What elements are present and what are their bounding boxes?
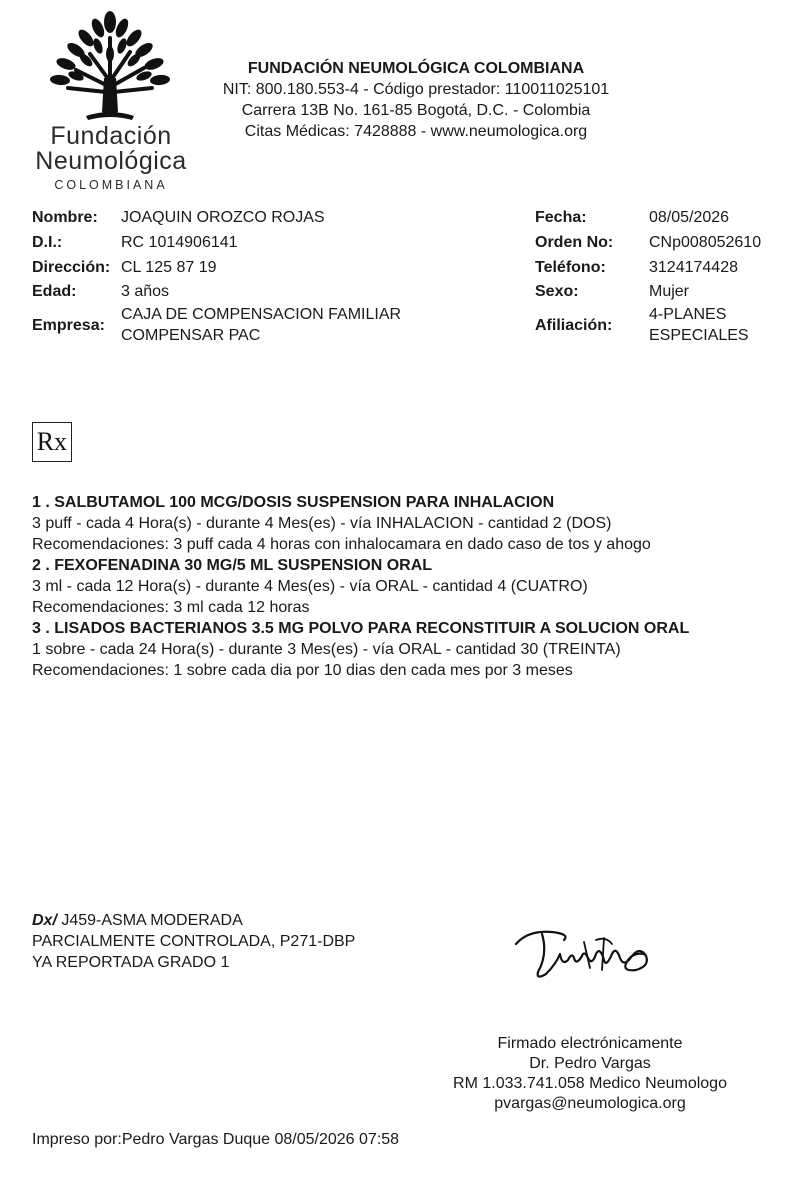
diagnosis-line-3: YA REPORTADA GRADO 1 bbox=[32, 954, 230, 971]
institution-contact: Citas Médicas: 7428888 - www.neumologica.org bbox=[244, 123, 588, 140]
fecha-value: 08/05/2026 bbox=[649, 209, 730, 226]
telefono-value: 3124174428 bbox=[649, 259, 738, 276]
diagnosis-label: Dx/ bbox=[32, 912, 57, 929]
medication-title: 1 . SALBUTAMOL 100 MCG/DOSIS SUSPENSION PARA INHALACION bbox=[32, 494, 555, 511]
signed-electronically: Firmado electrónicamente bbox=[497, 1035, 683, 1052]
sexo-label: Sexo: bbox=[535, 283, 579, 300]
doctor-email: pvargas@neumologica.org bbox=[494, 1095, 686, 1112]
edad-label: Edad: bbox=[32, 283, 77, 300]
medication-dosage: 3 ml - cada 12 Hora(s) - durante 4 Mes(es) - vía ORAL - cantidad 4 (CUATRO) bbox=[32, 578, 588, 595]
empresa-value-line-2: COMPENSAR PAC bbox=[121, 327, 261, 344]
rx-symbol-text: Rx bbox=[36, 426, 67, 456]
afiliacion-label: Afiliación: bbox=[535, 317, 613, 334]
orden-label: Orden No: bbox=[535, 234, 614, 251]
rx-prescription-icon bbox=[33, 423, 70, 460]
logo-line-3: COLOMBIANA bbox=[54, 178, 168, 192]
logo-line-2: Neumológica bbox=[35, 147, 187, 175]
empresa-label: Empresa: bbox=[32, 317, 105, 334]
printed-by: Impreso por:Pedro Vargas Duque 08/05/2026 07:58 bbox=[32, 1131, 400, 1148]
doctor-registry: RM 1.033.741.058 Medico Neumologo bbox=[453, 1075, 727, 1092]
edad-value: 3 años bbox=[121, 283, 170, 300]
medication-item bbox=[32, 555, 732, 618]
medication-recommendation: Recomendaciones: 1 sobre cada dia por 10 dias den cada mes por 3 meses bbox=[32, 662, 573, 679]
fecha-label: Fecha: bbox=[535, 209, 587, 226]
medication-item bbox=[32, 492, 732, 555]
nombre-label: Nombre: bbox=[32, 209, 98, 226]
logo-line-1: Fundación bbox=[50, 122, 172, 150]
orden-value: CNp008052610 bbox=[649, 234, 762, 251]
afiliacion-value-line-2: ESPECIALES bbox=[649, 327, 749, 344]
foundation-logo-wordmark bbox=[22, 124, 200, 192]
signer-block bbox=[420, 1034, 760, 1114]
sexo-value: Mujer bbox=[649, 283, 690, 300]
medication-recommendation: Recomendaciones: 3 puff cada 4 horas con inhalocamara en dado caso de tos y ahogo bbox=[32, 536, 651, 553]
institution-address: Carrera 13B No. 161-85 Bogotá, D.C. - Colombia bbox=[241, 102, 591, 119]
direccion-value: CL 125 87 19 bbox=[121, 259, 217, 276]
rx-symbol-box bbox=[32, 422, 72, 462]
direccion-label: Dirección: bbox=[32, 259, 111, 276]
institution-name: FUNDACIÓN NEUMOLÓGICA COLOMBIANA bbox=[247, 60, 585, 77]
medication-list bbox=[32, 492, 732, 681]
empresa-value-line-1: CAJA DE COMPENSACION FAMILIAR bbox=[121, 306, 402, 323]
medication-title: 3 . LISADOS BACTERIANOS 3.5 MG POLVO PARA RECONSTITUIR A SOLUCION ORAL bbox=[32, 620, 690, 637]
diagnosis bbox=[32, 910, 432, 973]
medication-item bbox=[32, 618, 732, 681]
institution-nit: NIT: 800.180.553-4 - Código prestador: 110011025101 bbox=[222, 81, 610, 98]
doctor-name: Dr. Pedro Vargas bbox=[529, 1055, 651, 1072]
telefono-label: Teléfono: bbox=[535, 259, 606, 276]
handwritten-signature-icon bbox=[508, 910, 658, 990]
medication-title: 2 . FEXOFENADINA 30 MG/5 ML SUSPENSION ORAL bbox=[32, 557, 433, 574]
institution-header bbox=[196, 58, 636, 142]
foundation-tree-logo-icon bbox=[46, 8, 174, 128]
di-value: RC 1014906141 bbox=[121, 234, 238, 251]
diagnosis-line-1: J459-ASMA MODERADA bbox=[56, 912, 243, 929]
nombre-value: JOAQUIN OROZCO ROJAS bbox=[121, 209, 325, 226]
medication-dosage: 3 puff - cada 4 Hora(s) - durante 4 Mes(es) - vía INHALACION - cantidad 2 (DOS) bbox=[32, 515, 612, 532]
afiliacion-value-line-1: 4-PLANES bbox=[649, 306, 727, 323]
diagnosis-line-2: PARCIALMENTE CONTROLADA, P271-DBP bbox=[32, 933, 356, 950]
medication-recommendation: Recomendaciones: 3 ml cada 12 horas bbox=[32, 599, 310, 616]
di-label: D.I.: bbox=[32, 234, 63, 251]
medication-dosage: 1 sobre - cada 24 Hora(s) - durante 3 Mes(es) - vía ORAL - cantidad 30 (TREINTA) bbox=[32, 641, 621, 658]
